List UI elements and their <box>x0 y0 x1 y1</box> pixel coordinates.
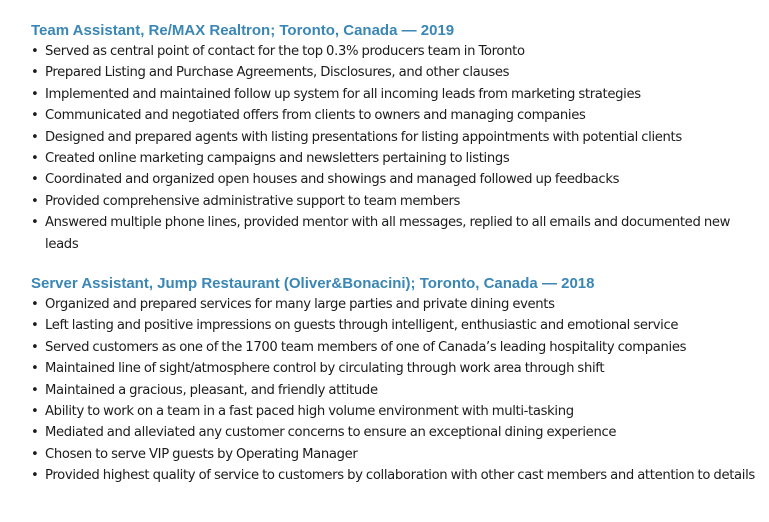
list-item <box>31 294 766 315</box>
list-item <box>31 422 766 443</box>
bullet-text: Coordinated and organized open houses and showings and managed followed up feedbacks <box>45 172 620 188</box>
bullet-icon: • <box>31 108 39 124</box>
responsibilities-list <box>31 294 766 487</box>
bullet-text: Provided comprehensive administrative support to team members <box>45 193 461 209</box>
bullet-icon: • <box>31 151 39 167</box>
list-item <box>31 148 766 169</box>
bullet-icon: • <box>31 44 39 59</box>
bullet-icon: • <box>31 215 39 231</box>
bullet-text: Prepared Listing and Purchase Agreements, Disclosures, and other clauses <box>45 65 510 81</box>
bullet-text: Maintained line of sight/atmosphere control by circulating through work area through shift <box>45 361 605 377</box>
bullet-text: Designed and prepared agents with listing presentations for listing appointments with potential clients <box>45 129 682 145</box>
list-item <box>31 315 766 336</box>
job-entry-remax <box>31 21 766 255</box>
responsibilities-list <box>31 41 766 255</box>
bullet-icon: • <box>31 361 39 377</box>
bullet-text: Maintained a gracious, pleasant, and friendly attitude <box>45 382 378 398</box>
list-item <box>31 105 766 126</box>
bullet-text: Communicated and negotiated offers from clients to owners and managing companies <box>45 108 586 124</box>
bullet-icon: • <box>31 404 39 420</box>
bullet-icon: • <box>31 297 39 312</box>
list-item <box>31 380 766 401</box>
bullet-icon: • <box>31 129 39 145</box>
list-item <box>31 337 766 358</box>
bullet-text: Served customers as one of the 1700 team members of one of Canada’s leading hospitality companies <box>45 339 687 355</box>
list-item <box>31 191 766 212</box>
bullet-text: Chosen to serve VIP guests by Operating Manager <box>45 446 358 462</box>
job-title: Server Assistant, Jump Restaurant (Oliver&Bonacini); Toronto, Canada — 2018 <box>31 275 595 292</box>
bullet-icon: • <box>31 446 39 462</box>
bullet-text: Answered multiple phone lines, provided mentor with all messages, replied to all emails and documented new leads <box>45 215 731 252</box>
bullet-icon: • <box>31 318 39 334</box>
list-item <box>31 401 766 422</box>
list-item <box>31 62 766 83</box>
bullet-text: Created online marketing campaigns and newsletters pertaining to listings <box>45 151 510 167</box>
job-entry-jump-restaurant <box>31 274 766 487</box>
bullet-text: Provided highest quality of service to customers by collaboration with other cast members and attention to details <box>45 468 755 484</box>
bullet-text: Ability to work on a team in a fast paced high volume environment with multi-tasking <box>45 404 574 420</box>
bullet-icon: • <box>31 382 39 398</box>
bullet-icon: • <box>31 193 39 209</box>
list-item <box>31 212 766 255</box>
list-item <box>31 41 766 62</box>
bullet-text: Served as central point of contact for the top 0.3% producers team in Toronto <box>45 44 525 59</box>
bullet-icon: • <box>31 172 39 188</box>
bullet-text: Mediated and alleviated any customer concerns to ensure an exceptional dining experience <box>45 425 617 441</box>
bullet-icon: • <box>31 468 39 484</box>
bullet-icon: • <box>31 339 39 355</box>
job-title: Team Assistant, Re/MAX Realtron; Toronto, Canada — 2019 <box>31 22 455 39</box>
bullet-icon: • <box>31 86 39 102</box>
bullet-text: Left lasting and positive impressions on guests through intelligent, enthusiastic and emotional service <box>45 318 679 334</box>
list-item <box>31 358 766 379</box>
list-item <box>31 169 766 190</box>
list-item <box>31 465 766 486</box>
bullet-text: Organized and prepared services for many large parties and private dining events <box>45 297 555 312</box>
list-item <box>31 84 766 105</box>
list-item <box>31 127 766 148</box>
list-item <box>31 444 766 465</box>
bullet-text: Implemented and maintained follow up system for all incoming leads from marketing strategies <box>45 86 641 102</box>
bullet-icon: • <box>31 425 39 441</box>
bullet-icon: • <box>31 65 39 81</box>
